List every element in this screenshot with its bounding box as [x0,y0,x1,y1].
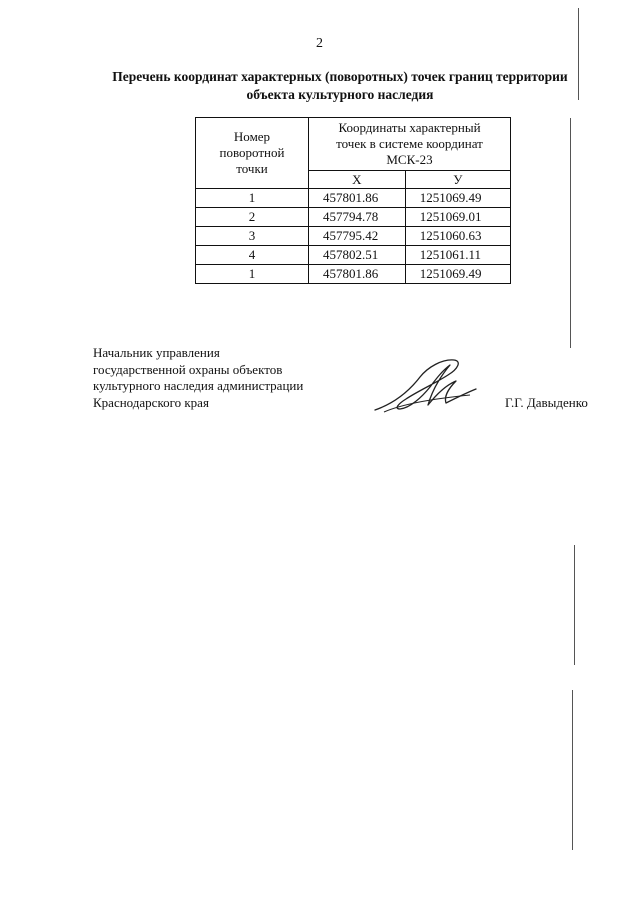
header-x: Х [309,171,406,189]
signatory-line: государственной охраны объектов [93,361,283,377]
cell-y: 1251069.01 [405,208,510,227]
table-row [196,265,511,284]
title-line-1: Перечень координат характерных (поворотных) точек границ территории [112,69,568,84]
header-coordinates [309,118,511,171]
header-y: У [405,171,510,189]
scan-artifact-line [574,545,575,665]
cell-point-number: 2 [196,208,309,227]
document-title [60,68,620,104]
signatory-line: Краснодарского края [93,394,209,410]
table-row [196,227,511,246]
cell-x: 457801.86 [309,265,406,284]
header-coords-line: МСК-23 [386,152,433,167]
coordinates-table [195,117,511,284]
table-row [196,189,511,208]
table-row [196,208,511,227]
table-row [196,246,511,265]
title-line-2: объекта культурного наследия [246,87,434,102]
header-number-line: точки [236,161,268,176]
signer-name: Г.Г. Давыденко [505,395,588,410]
header-coords-line: точек в системе координат [336,136,483,151]
header-coords-line: Координаты характерный [338,120,481,135]
cell-x: 457802.51 [309,246,406,265]
header-number-line: Номер [233,129,271,144]
table-header-row [196,118,511,171]
cell-y: 1251060.63 [405,227,510,246]
scan-artifact-line [572,690,573,850]
signatory-line: Начальник управления [93,345,220,360]
handwritten-signature [370,355,480,415]
cell-point-number: 4 [196,246,309,265]
page-number: 2 [316,36,323,51]
cell-point-number: 3 [196,227,309,246]
cell-x: 457795.42 [309,227,406,246]
cell-y: 1251069.49 [405,189,510,208]
scan-artifact-line [570,118,571,348]
cell-point-number: 1 [196,189,309,208]
signatory-position [93,345,373,411]
cell-y: 1251069.49 [405,265,510,284]
cell-x: 457801.86 [309,189,406,208]
signatory-line: культурного наследия администрации [93,378,304,393]
header-number-line: поворотной [219,145,285,160]
cell-y: 1251061.11 [405,246,510,265]
cell-x: 457794.78 [309,208,406,227]
scan-artifact-line [578,8,579,100]
cell-point-number: 1 [196,265,309,284]
header-point-number [196,118,309,189]
